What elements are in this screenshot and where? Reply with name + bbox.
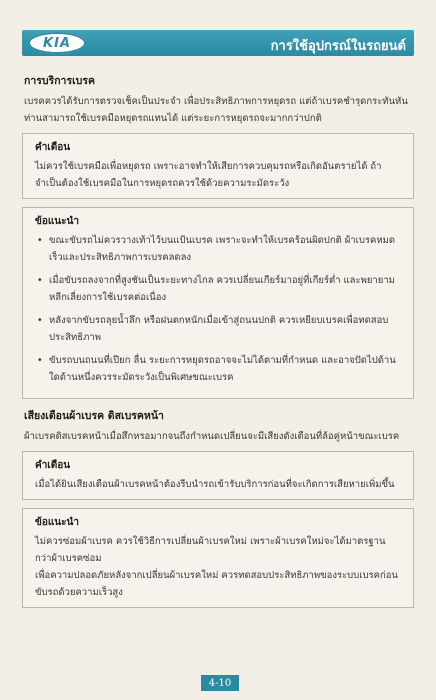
warning-title: คำเตือน: [35, 460, 71, 471]
tips-title: ข้อแนะนำ: [35, 216, 79, 227]
tips-text-line2: เพื่อความปลอดภัยหลังจากเปลี่ยนผ้าเบรคใหม่ ควรทดสอบประสิทธิภาพของระบบเบรคก่อนขับรถด้วยความเร็วสูง: [35, 570, 398, 598]
warning-box-handbrake: [22, 133, 414, 199]
warning-text: เมื่อได้ยินเสียงเตือนผ้าเบรคหน้าต้องรีบนำรถเข้ารับบริการก่อนที่จะเกิดการเสียหายเพิ่มขึ้น: [35, 479, 395, 490]
warning-box-brake-pad: [22, 451, 414, 500]
tips-title: ข้อแนะนำ: [35, 517, 79, 528]
tip-item: • เมื่อขับรถลงจากที่สูงชันเป็นระยะทางไกล ควรเปลี่ยนเกียร์มาอยู่ที่เกียร์ต่ำ และพยายามหลีกเลี่ยงการใช้เบรคต่อเนื่อง: [35, 272, 401, 306]
page-number: 4-10: [201, 675, 239, 691]
warning-title: คำเตือน: [35, 142, 71, 153]
brake-service-text: เบรคควรได้รับการตรวจเช็คเป็นประจำ เพื่อประสิทธิภาพการหยุดรถ แต่ถ้าเบรคชำรุดกระทันหัน ท่านสามารถใช้เบรคมือหยุดรถแทนได้ แต่ระยะการหยุดรถจะมากกว่าปกติ: [24, 96, 408, 124]
tip-item: • หลังจากขับรถลุยน้ำลึก หรือฝนตกหนักเมื่อเข้าสู่ถนนปกติ ควรเหยียบเบรคเพื่อทดสอบประสิทธิภาพ: [35, 312, 401, 346]
brake-service-title: การบริการเบรค: [24, 75, 96, 87]
disc-brake-warning-title: เสียงเตือนผ้าเบรค ดิสเบรคหน้า: [24, 410, 164, 422]
tips-list: [35, 232, 401, 386]
logo-text: KIA: [43, 35, 71, 51]
tips-box-brake-pad: [22, 508, 414, 608]
tips-text-line1: ไม่ควรซ่อมผ้าเบรค ควรใช้วิธีการเปลี่ยนผ้าเบรคใหม่ เพราะผ้าเบรคใหม่จะได้มาตรฐานกว่าผ้าเบรคซ่อม: [35, 536, 386, 564]
tip-item: • ขับรถบนถนนที่เปียก ลื่น ระยะการหยุดรถอาจจะไม่ได้ตามที่กำหนด และอาจปัดไปด้านใดด้านหนึ่งควรระมัดระวังเป็นพิเศษขณะเบรค: [35, 352, 401, 386]
tips-box-braking: [22, 207, 414, 399]
kia-logo: [28, 32, 86, 54]
warning-text: ไม่ควรใช้เบรคมือเพื่อหยุดรถ เพราะอาจทำให้เสียการควบคุมรถหรือเกิดอันตรายได้ ถ้าจำเป็นต้องใช้เบรคมือในการหยุดรถควรใช้ด้วยความระมัดระวัง: [35, 161, 382, 189]
chapter-title: การใช้อุปกรณ์ในรถยนต์: [270, 39, 406, 54]
tip-item: • ขณะขับรถไม่ควรวางเท้าไว้บนแป้นเบรค เพราะจะทำให้เบรคร้อนผิดปกติ ผ้าเบรคหมดเร็วและประสิทธิภาพการเบรคลดลง: [35, 232, 401, 266]
disc-brake-warning-text: ผ้าเบรคดิสเบรคหน้าเมื่อสึกหรอมากจนถึงกำหนดเปลี่ยนจะมีเสียงดังเตือนที่ล้อคู่หน้าขณะเบรค: [24, 431, 400, 442]
page-content: [22, 72, 414, 616]
